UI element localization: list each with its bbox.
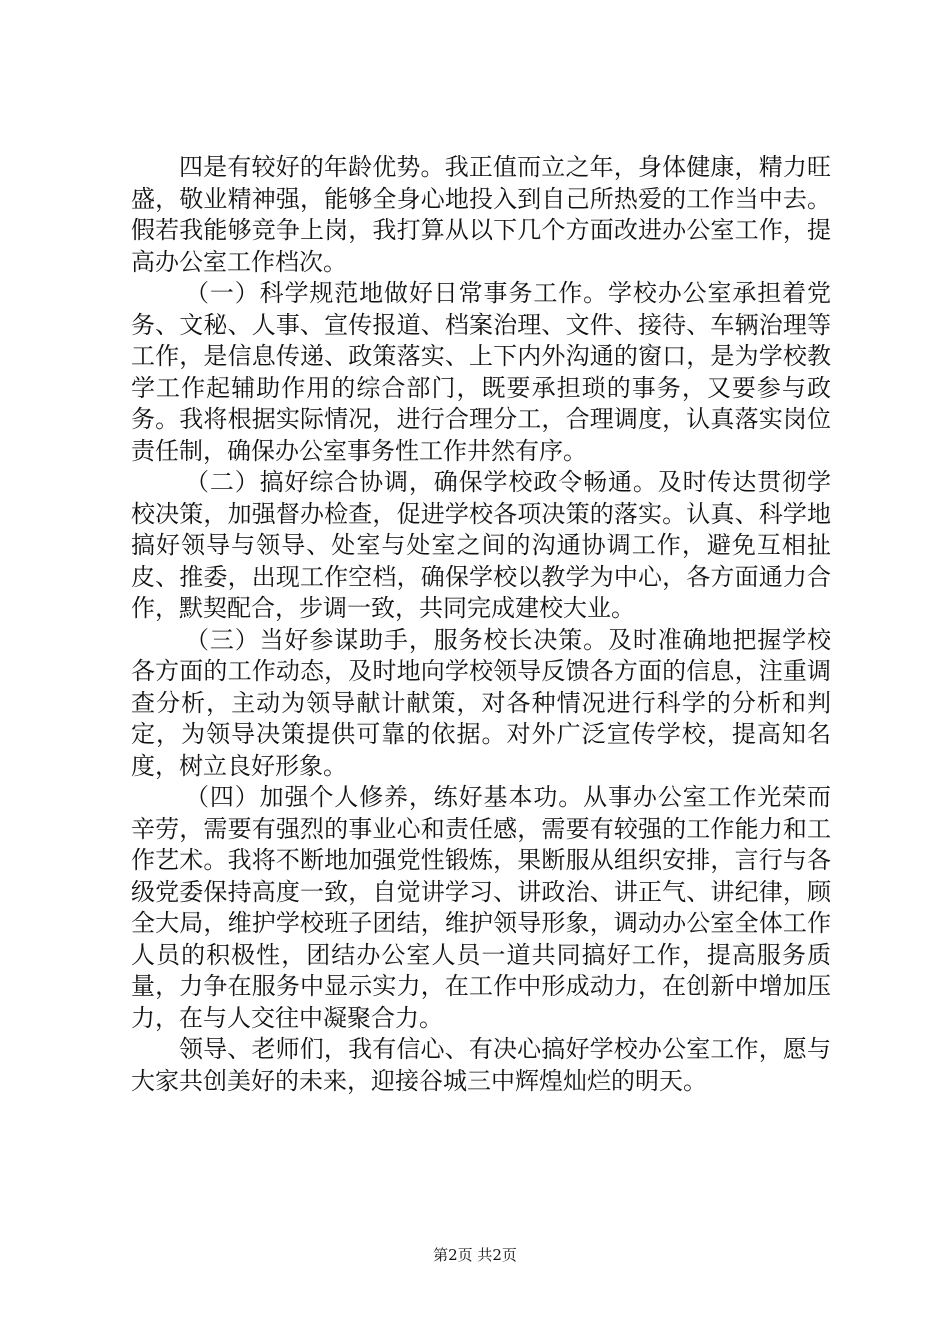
page-number-footer: 第2页 共2页: [433, 1246, 517, 1264]
document-body: [131, 152, 831, 1097]
paragraph-item-4: （四）加强个人修养，练好基本功。从事办公室工作光荣而辛劳，需要有强烈的事业心和责任感，需要有较强的工作能力和工作艺术。我将不断地加强党性锻炼，果断服从组织安排，言行与各级党委保持高度一致，自觉讲学习、讲政治、讲正气、讲纪律，顾全大局，维护学校班子团结，维护领导形象，调动办公室全体工作人员的积极性，团结办公室人员一道共同搞好工作，提高服务质量，力争在服务中显示实力，在工作中形成动力，在创新中增加压力，在与人交往中凝聚合力。: [131, 783, 831, 1032]
paragraph-item-3: （三）当好参谋助手，服务校长决策。及时准确地把握学校各方面的工作动态，及时地向学校领导反馈各方面的信息，注重调查分析，主动为领导献计献策，对各种情况进行科学的分析和判定，为领导决策提供可靠的依据。对外广泛宣传学校，提高知名度，树立良好形象。: [131, 625, 831, 780]
paragraph-closing: 领导、老师们，我有信心、有决心搞好学校办公室工作，愿与大家共创美好的未来，迎接谷城三中辉煌灿烂的明天。: [131, 1035, 831, 1095]
paragraph-item-1: （一）科学规范地做好日常事务工作。学校办公室承担着党务、文秘、人事、宣传报道、档案治理、文件、接待、车辆治理等工作，是信息传递、政策落实、上下内外沟通的窗口，是为学校教学工作起辅助作用的综合部门，既要承担琐的事务，又要参与政务。我将根据实际情况，进行合理分工，合理调度，认真落实岗位责任制，确保办公室事务性工作井然有序。: [131, 279, 831, 465]
paragraph-age-advantage: 四是有较好的年龄优势。我正值而立之年，身体健康，精力旺盛，敬业精神强，能够全身心地投入到自己所热爱的工作当中去。假若我能够竞争上岗，我打算从以下几个方面改进办公室工作，提高办公室工作档次。: [131, 153, 831, 276]
paragraph-item-2: （二）搞好综合协调，确保学校政令畅通。及时传达贯彻学校决策，加强督办检查，促进学校各项决策的落实。认真、科学地搞好领导与领导、处室与处室之间的沟通协调工作，避免互相扯皮、推委，出现工作空档，确保学校以教学为中心，各方面通力合作，默契配合，步调一致，共同完成建校大业。: [131, 468, 831, 622]
